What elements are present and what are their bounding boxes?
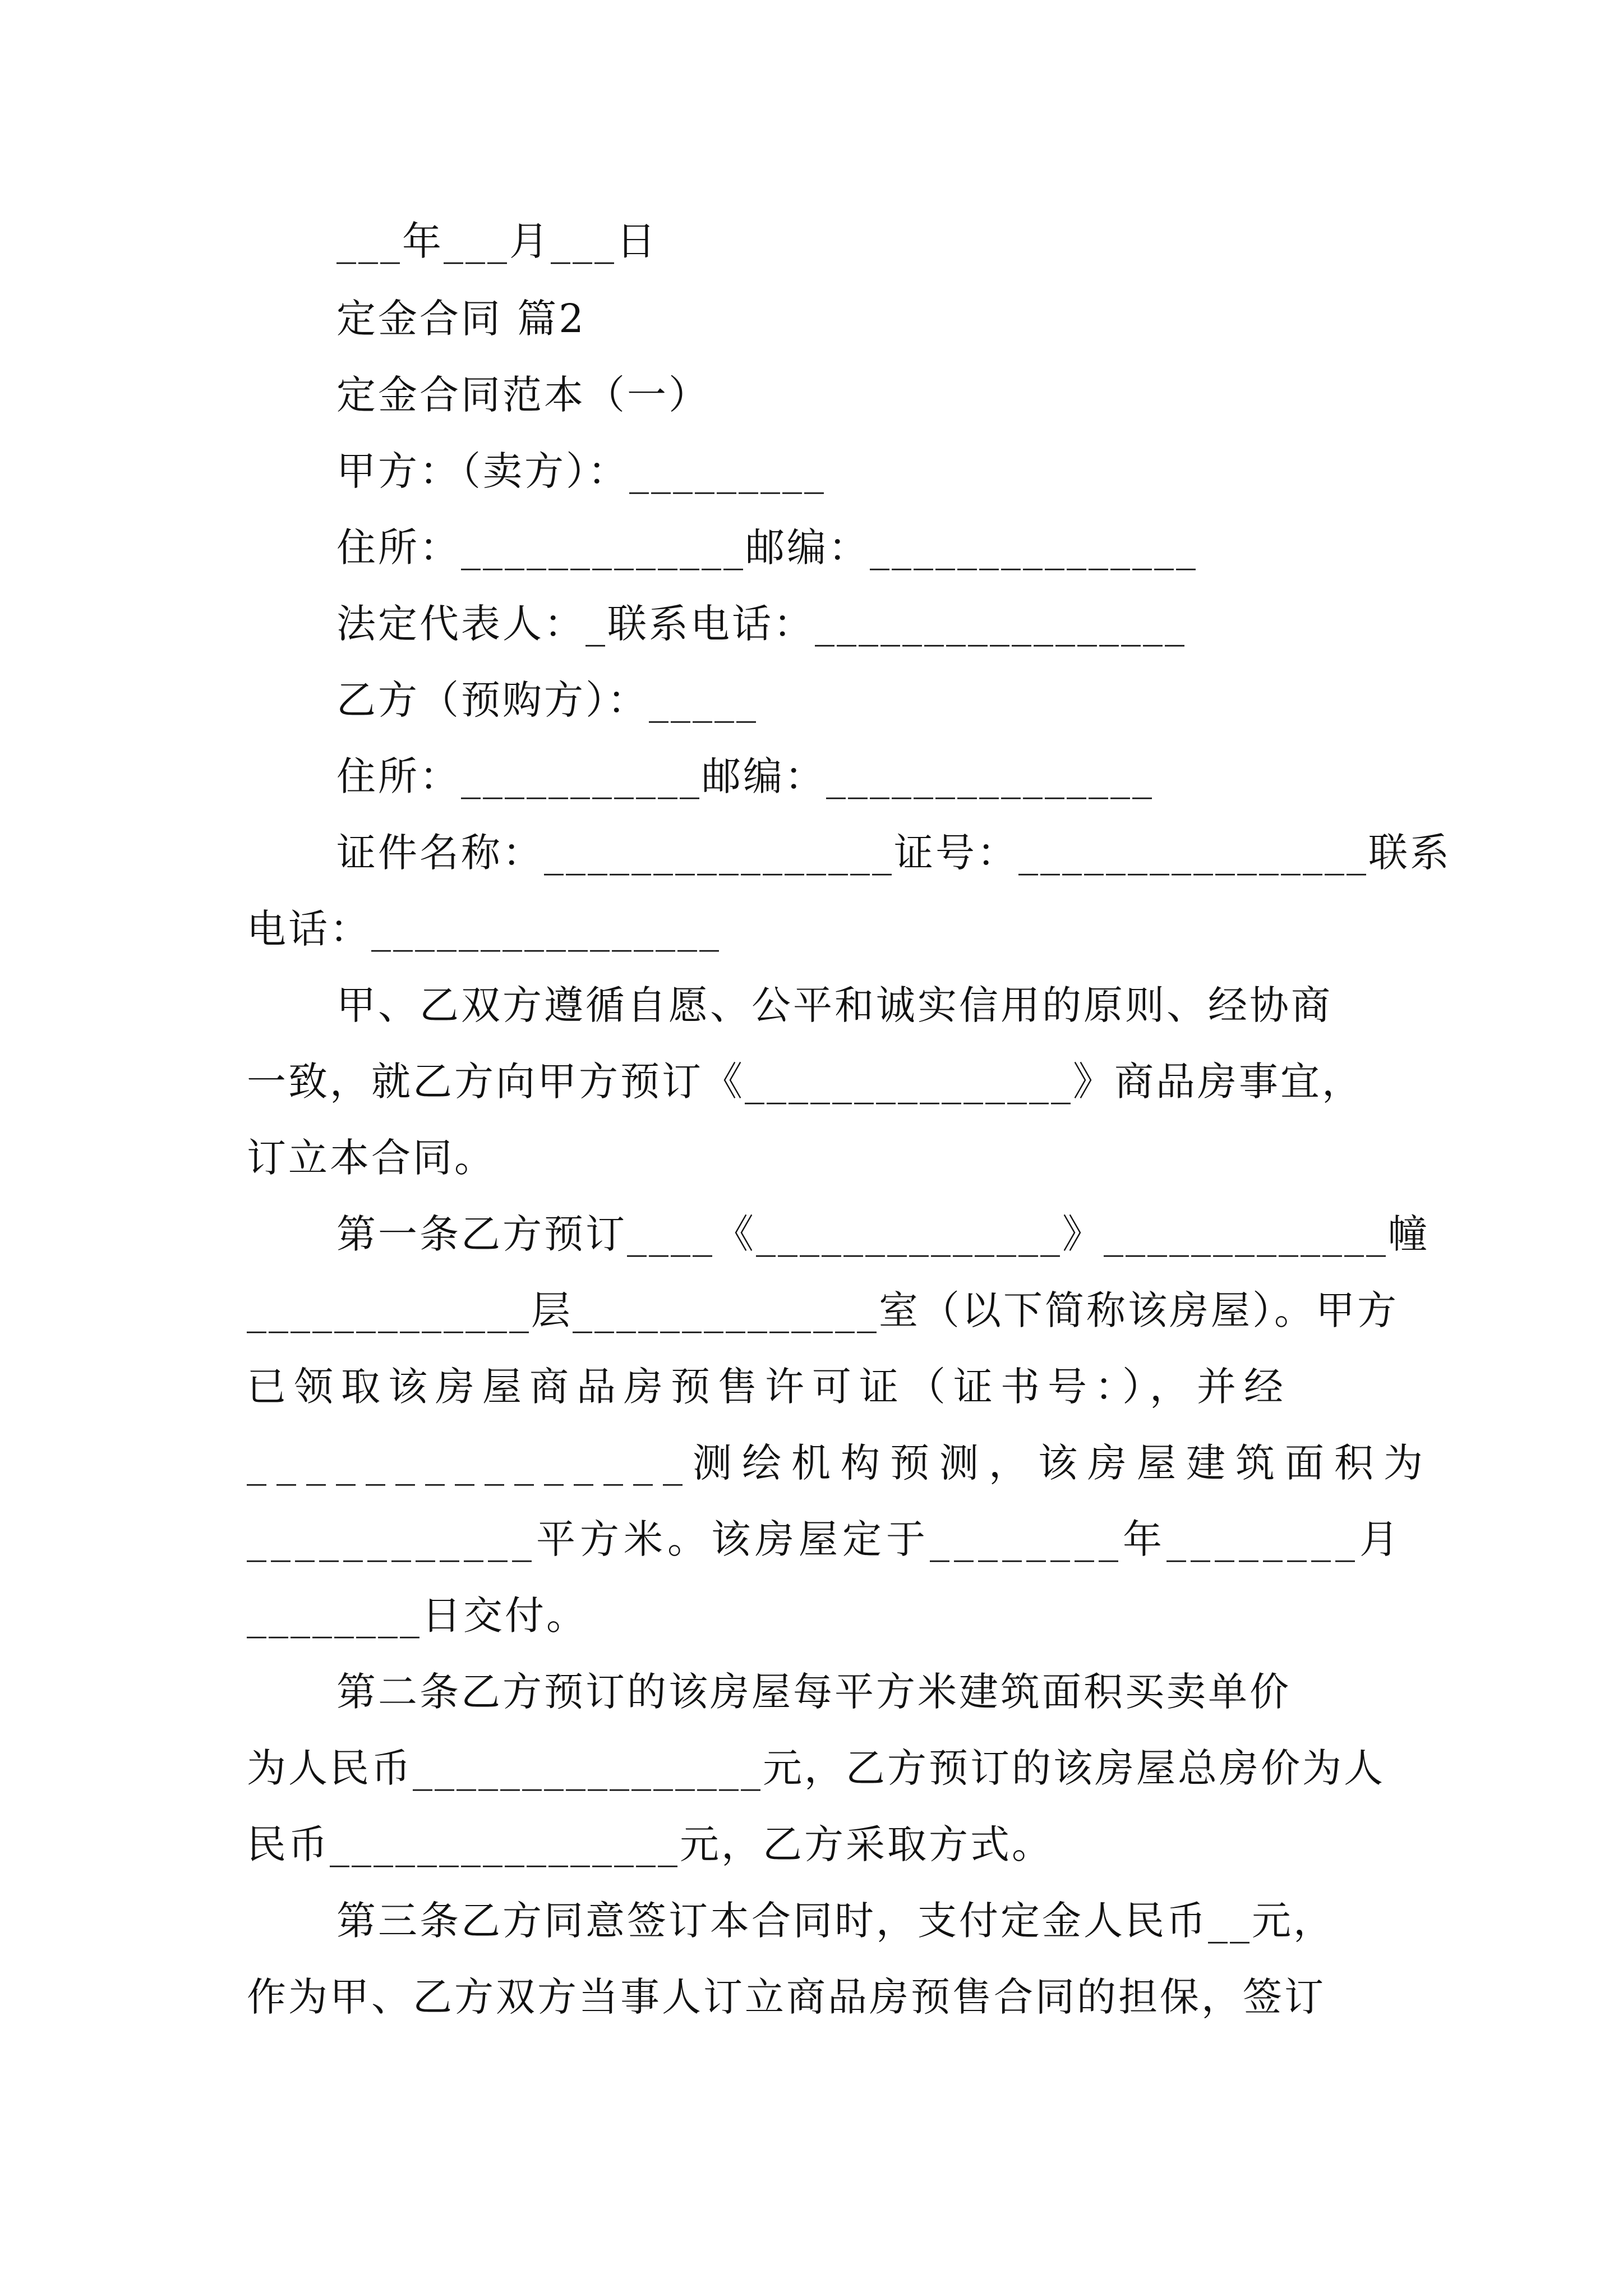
party-b-line: 乙方（预购方）：_____ — [336, 677, 758, 723]
article-1-line: ____________平方米。该房屋定于________年________月 — [247, 1516, 1403, 1562]
article-1-line: ________日交付。 — [247, 1593, 588, 1639]
phone-line: 电话：________________ — [247, 906, 721, 952]
contract-title: 定金合同范本（一） — [336, 372, 710, 418]
date-line: ___年___月___日 — [336, 218, 658, 264]
party-a-line: 甲方：（卖方）：_________ — [336, 448, 826, 494]
article-1-line: 第一条乙方预订____《______________》_____________幢 — [336, 1211, 1430, 1257]
article-2-line: 第二条乙方预订的该房屋每平方米建筑面积买卖单价 — [336, 1669, 1291, 1715]
id-line: 证件名称：________________证号：________________联系 — [336, 830, 1451, 876]
legal-rep-line: 法定代表人：_联系电话：_________________ — [336, 601, 1187, 647]
section-heading: 定金合同 篇2 — [336, 296, 586, 342]
article-2-line: 民币________________元，乙方采取方式。 — [247, 1821, 1053, 1867]
paragraph-line: 一致，就乙方向甲方预订《_______________》商品房事宜， — [247, 1059, 1363, 1105]
article-1-line: _______________测绘机构预测，该房屋建筑面积为 — [247, 1440, 1433, 1486]
article-3-line: 作为甲、乙方双方当事人订立商品房预售合同的担保，签订 — [247, 1974, 1326, 2020]
article-3-line: 第三条乙方同意签订本合同时，支付定金人民币__元， — [336, 1898, 1335, 1944]
party-a-address-line: 住所：_____________邮编：_______________ — [336, 524, 1198, 570]
article-1-line: 已领取该房屋商品房预售许可证（证书号：），并经 — [247, 1364, 1291, 1410]
article-1-line: _____________层______________室（以下简称该房屋）。甲方 — [247, 1287, 1399, 1333]
article-2-line: 为人民币________________元，乙方预订的该房屋总房价为人 — [247, 1745, 1385, 1791]
paragraph-line: 甲、乙双方遵循自愿、公平和诚实信用的原则、经协商 — [336, 982, 1332, 1028]
party-b-address-line: 住所：___________邮编：_______________ — [336, 753, 1154, 799]
paragraph-line: 订立本合同。 — [247, 1135, 496, 1181]
